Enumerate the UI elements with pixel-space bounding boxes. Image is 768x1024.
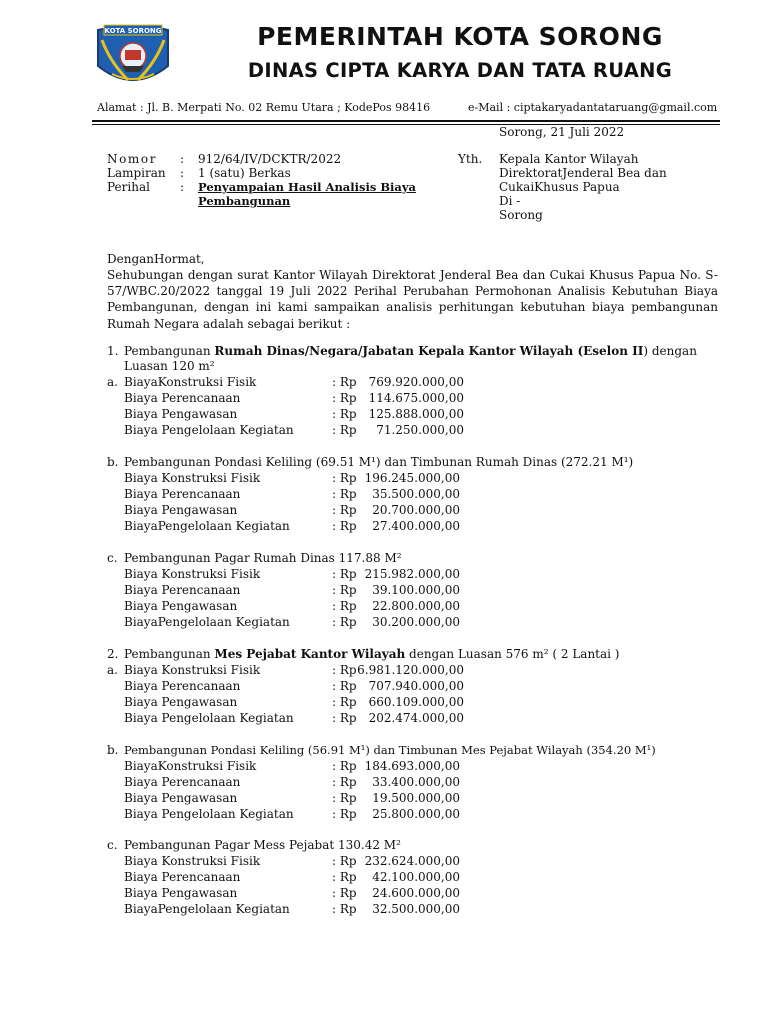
letterhead-rule bbox=[92, 120, 720, 122]
cost-amount: 33.400.000,00 bbox=[372, 775, 460, 789]
section-2-pre: Pembangunan bbox=[124, 647, 215, 661]
cost-rp: : Rp bbox=[332, 886, 357, 900]
meta-nomor-colon: : bbox=[180, 152, 185, 166]
subsection-2a-letter: a. bbox=[107, 663, 118, 677]
cost-rp: : Rp bbox=[332, 583, 357, 597]
cost-amount: 202.474.000,00 bbox=[368, 711, 464, 725]
cost-rp: : Rp bbox=[332, 375, 357, 389]
cost-label: Biaya Pengawasan bbox=[124, 407, 238, 421]
cost-amount: 184.693.000,00 bbox=[364, 759, 460, 773]
cost-amount: 114.675.000,00 bbox=[368, 391, 464, 405]
cost-amount: 71.250.000,00 bbox=[376, 423, 464, 437]
cost-amount: 660.109.000,00 bbox=[368, 695, 464, 709]
section-2-post: dengan Luasan 576 m² ( 2 Lantai ) bbox=[405, 647, 620, 661]
cost-label: Biaya Pengelolaan Kegiatan bbox=[124, 711, 294, 725]
cost-rp: : Rp bbox=[332, 615, 357, 629]
section-1-number: 1. bbox=[107, 344, 119, 358]
subsection-2b-letter: b. bbox=[107, 743, 119, 757]
cost-label: Biaya Perencanaan bbox=[124, 679, 241, 693]
cost-amount: 35.500.000,00 bbox=[372, 487, 460, 501]
cost-rp: : Rp bbox=[332, 695, 357, 709]
cost-rp: : Rp bbox=[332, 759, 357, 773]
meta-lampiran-value: 1 (satu) Berkas bbox=[198, 166, 291, 180]
cost-label: Biaya Perencanaan bbox=[124, 391, 241, 405]
intro-paragraph: Sehubungan dengan surat Kantor Wilayah Direktorat Jenderal Bea dan Cukai Khusus Papua No. S-57/WBC.20/2022 tanggal 19 Juli 2022 Perihal Perubahan Permohonan Analisis Kebutuhan Biaya Pembangunan, dengan ini kami sampaikan analisis perhitungan kebutuhan biaya pembangunan Rumah Negara adalah sebagai berikut : bbox=[107, 268, 718, 331]
section-1-post: ) dengan bbox=[643, 344, 697, 358]
cost-label: Biaya Pengawasan bbox=[124, 599, 238, 613]
subsection-1b-heading: Pembangunan Pondasi Keliling (69.51 M¹) dan Timbunan Rumah Dinas (272.21 M¹) bbox=[124, 455, 634, 469]
cost-label: Biaya Konstruksi Fisik bbox=[124, 854, 261, 868]
cost-amount: 125.888.000,00 bbox=[368, 407, 464, 421]
cost-amount: 30.200.000,00 bbox=[372, 615, 460, 629]
meta-perihal-label: Perihal bbox=[107, 180, 150, 194]
meta-lampiran-colon: : bbox=[180, 166, 185, 180]
cost-label: Biaya Perencanaan bbox=[124, 487, 241, 501]
meta-lampiran-label: Lampiran bbox=[107, 166, 166, 180]
cost-label: Biaya Perencanaan bbox=[124, 870, 241, 884]
cost-label: Biaya Konstruksi Fisik bbox=[124, 471, 261, 485]
cost-rp: : Rp bbox=[332, 471, 357, 485]
recipient-line: DirektoratJenderal Bea dan bbox=[499, 166, 667, 180]
cost-amount: 707.940.000,00 bbox=[368, 679, 464, 693]
cost-rp: : Rp bbox=[332, 487, 357, 501]
section-1-heading-line2: Luasan 120 m² bbox=[124, 359, 215, 373]
kota-sorong-emblem-icon bbox=[92, 22, 174, 92]
cost-rp: : Rp bbox=[332, 391, 357, 405]
cost-label: Biaya Pengawasan bbox=[124, 791, 238, 805]
cost-rp: : Rp bbox=[332, 567, 357, 581]
office-address: Alamat : Jl. B. Merpati No. 02 Remu Utara ; KodePos 98416 bbox=[97, 101, 431, 114]
cost-amount: 32.500.000,00 bbox=[372, 902, 460, 916]
recipient-line: Sorong bbox=[499, 208, 543, 222]
cost-rp: : Rp bbox=[332, 679, 357, 693]
meta-nomor-label: Nomor bbox=[107, 152, 158, 166]
subsection-1c-letter: c. bbox=[107, 551, 118, 565]
section-2-bold: Mes Pejabat Kantor Wilayah bbox=[214, 647, 406, 661]
cost-rp: : Rp bbox=[332, 775, 357, 789]
cost-label: Biaya Pengawasan bbox=[124, 503, 238, 517]
greeting: DenganHormat, bbox=[107, 252, 205, 266]
cost-label: Biaya Konstruksi Fisik bbox=[124, 663, 261, 677]
cost-rp: : Rp bbox=[332, 407, 357, 421]
cost-rp: : Rp bbox=[332, 423, 357, 437]
meta-perihal-value-line2: Pembangunan bbox=[198, 194, 291, 208]
cost-amount: 25.800.000,00 bbox=[372, 807, 460, 821]
recipient-line: Kepala Kantor Wilayah bbox=[499, 152, 639, 166]
section-2-number: 2. bbox=[107, 647, 119, 661]
cost-amount: 20.700.000,00 bbox=[372, 503, 460, 517]
meta-nomor-value: 912/64/IV/DCKTR/2022 bbox=[198, 152, 342, 166]
letter-date: Sorong, 21 Juli 2022 bbox=[499, 125, 625, 139]
cost-amount: 215.982.000,00 bbox=[364, 567, 460, 581]
cost-rp: : Rp bbox=[332, 902, 357, 916]
cost-label: Biaya Konstruksi Fisik bbox=[124, 567, 261, 581]
cost-rp: : Rp bbox=[332, 807, 357, 821]
cost-amount: 22.800.000,00 bbox=[372, 599, 460, 613]
subsection-1b-letter: b. bbox=[107, 455, 119, 469]
cost-amount: 19.500.000,00 bbox=[372, 791, 460, 805]
letterhead-title: PEMERINTAH KOTA SORONG bbox=[257, 22, 663, 51]
cost-label: BiayaKonstruksi Fisik bbox=[124, 759, 257, 773]
subsection-1a-letter: a. bbox=[107, 375, 118, 389]
section-1-bold: Rumah Dinas/Negara/Jabatan Kepala Kantor Wilayah (Eselon II bbox=[214, 344, 644, 358]
recipient-label: Yth. bbox=[458, 152, 483, 166]
cost-rp: : Rp bbox=[332, 663, 357, 677]
subsection-1c-heading: Pembangunan Pagar Rumah Dinas 117.88 M² bbox=[124, 551, 402, 565]
section-2-heading bbox=[124, 647, 619, 662]
cost-label: BiayaKonstruksi Fisik bbox=[124, 375, 257, 389]
meta-perihal-colon: : bbox=[180, 180, 185, 194]
cost-label: Biaya Pengawasan bbox=[124, 886, 238, 900]
cost-label: Biaya Pengelolaan Kegiatan bbox=[124, 807, 294, 821]
cost-amount: 24.600.000,00 bbox=[372, 886, 460, 900]
section-1-pre: Pembangunan bbox=[124, 344, 215, 358]
cost-label: BiayaPengelolaan Kegiatan bbox=[124, 519, 290, 533]
cost-amount: 42.100.000,00 bbox=[372, 870, 460, 884]
cost-amount: 6.981.120.000,00 bbox=[357, 663, 464, 677]
cost-rp: : Rp bbox=[332, 503, 357, 517]
cost-rp: : Rp bbox=[332, 519, 357, 533]
cost-rp: : Rp bbox=[332, 854, 357, 868]
cost-label: BiayaPengelolaan Kegiatan bbox=[124, 902, 290, 916]
cost-rp: : Rp bbox=[332, 711, 357, 725]
recipient-line: CukaiKhusus Papua bbox=[499, 180, 620, 194]
cost-label: Biaya Pengelolaan Kegiatan bbox=[124, 423, 294, 437]
cost-rp: : Rp bbox=[332, 870, 357, 884]
office-email: e-Mail : ciptakaryadantataruang@gmail.com bbox=[468, 101, 718, 114]
cost-label: BiayaPengelolaan Kegiatan bbox=[124, 615, 290, 629]
cost-amount: 196.245.000,00 bbox=[364, 471, 460, 485]
cost-amount: 232.624.000,00 bbox=[364, 854, 460, 868]
subsection-2c-heading: Pembangunan Pagar Mess Pejabat 130.42 M² bbox=[124, 838, 401, 852]
cost-amount: 27.400.000,00 bbox=[372, 519, 460, 533]
subsection-2c-letter: c. bbox=[107, 838, 118, 852]
cost-amount: 769.920.000,00 bbox=[368, 375, 464, 389]
section-1-heading bbox=[124, 344, 697, 359]
cost-rp: : Rp bbox=[332, 791, 357, 805]
logo-text: KOTA SORONG bbox=[104, 27, 162, 35]
letterhead-subtitle: DINAS CIPTA KARYA DAN TATA RUANG bbox=[247, 59, 673, 82]
cost-label: Biaya Perencanaan bbox=[124, 583, 241, 597]
cost-rp: : Rp bbox=[332, 599, 357, 613]
cost-label: Biaya Perencanaan bbox=[124, 775, 241, 789]
recipient-line: Di - bbox=[499, 194, 521, 208]
cost-amount: 39.100.000,00 bbox=[372, 583, 460, 597]
meta-perihal-value: Penyampaian Hasil Analisis Biaya bbox=[198, 180, 416, 194]
letterhead-rule-thin bbox=[92, 124, 720, 125]
cost-label: Biaya Pengawasan bbox=[124, 695, 238, 709]
subsection-2b-heading: Pembangunan Pondasi Keliling (56.91 M¹) dan Timbunan Mes Pejabat Wilayah (354.20 M¹) bbox=[124, 743, 656, 757]
